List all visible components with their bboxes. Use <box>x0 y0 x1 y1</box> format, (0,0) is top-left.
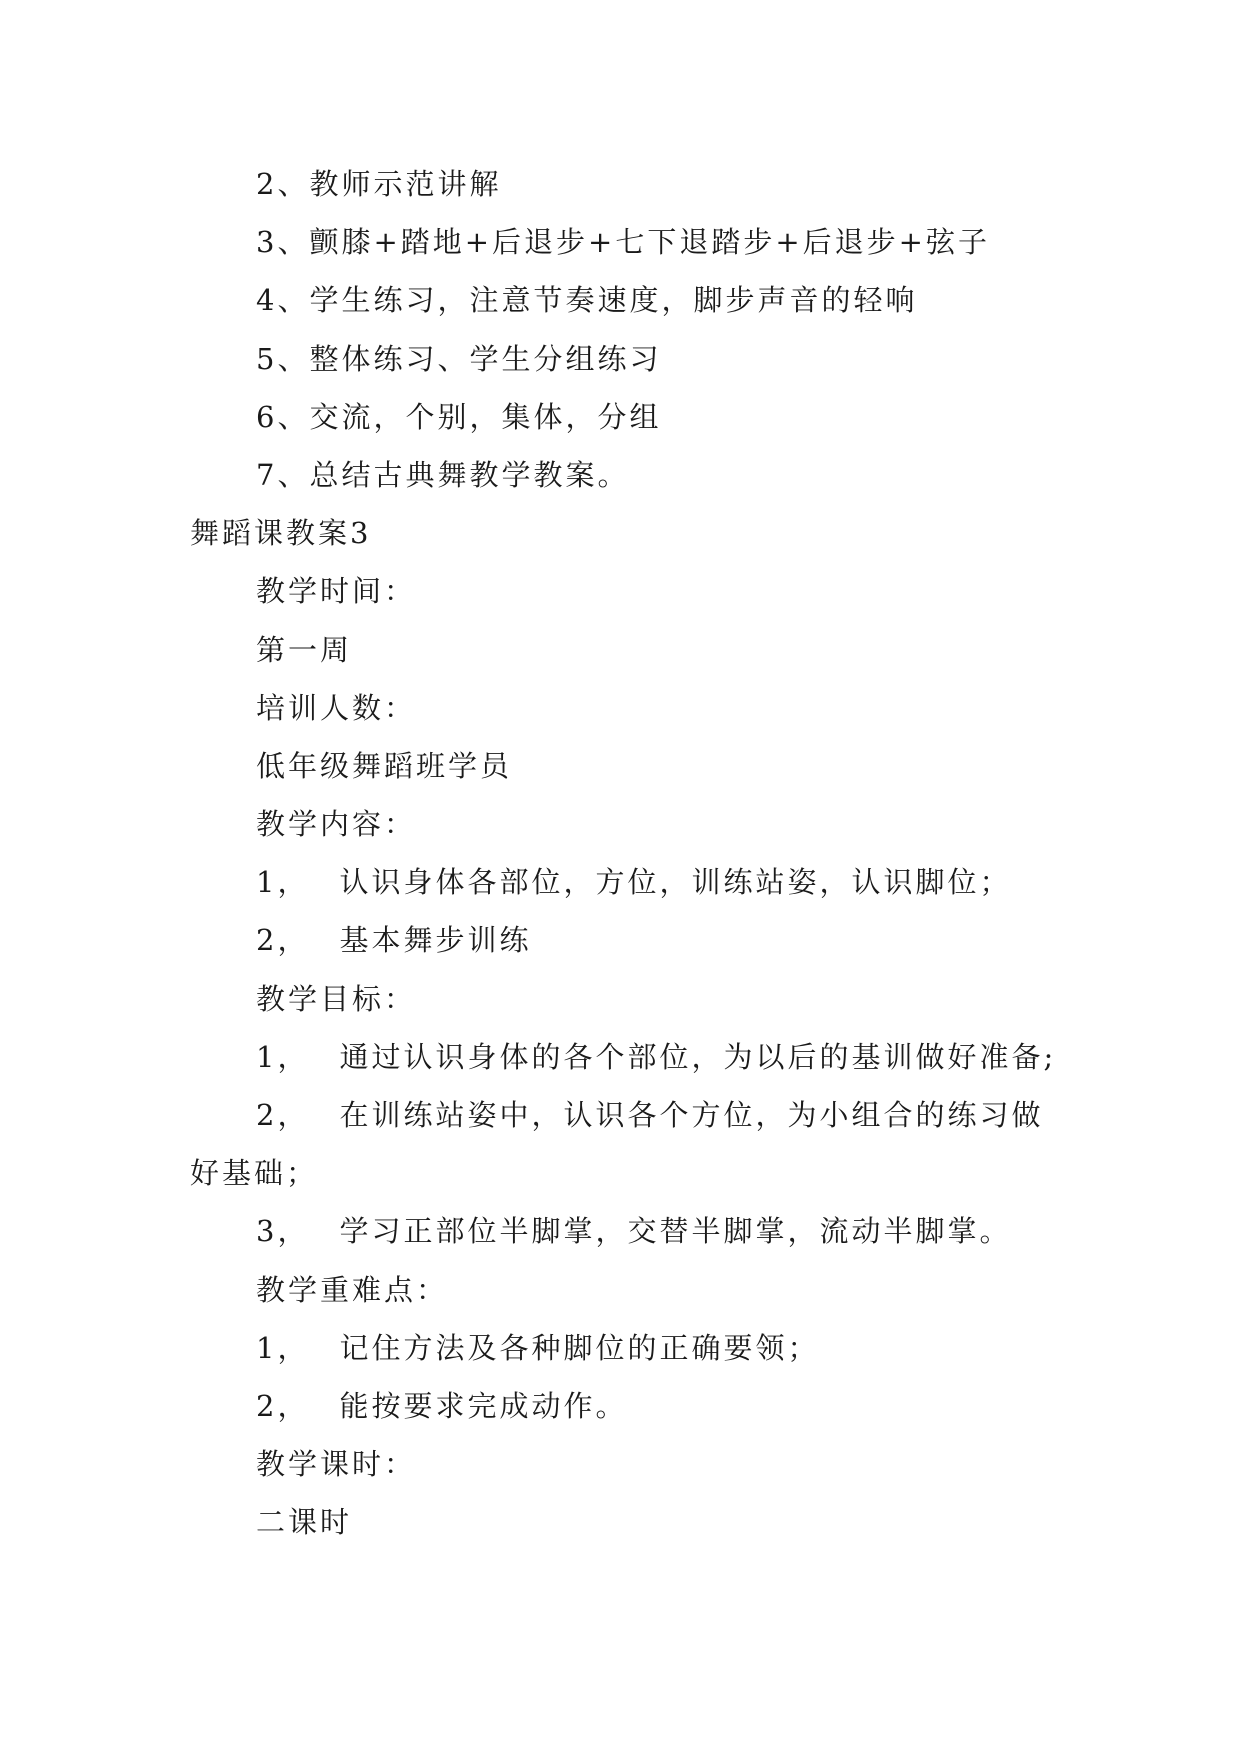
item-number: 2， <box>256 1388 310 1423</box>
item-text: 基本舞步训练 <box>339 923 532 958</box>
content-label: 教学内容： <box>256 807 417 842</box>
difficulty-label: 教学重难点： <box>256 1272 449 1307</box>
item-number: 2， <box>256 923 310 958</box>
item-number: 2， <box>256 1098 310 1132</box>
goal-item <box>190 1086 1060 1144</box>
step-line: 6、交流，个别，集体，分组 <box>256 399 662 434</box>
hours-label: 教学课时： <box>256 1447 417 1482</box>
goal-item <box>190 1202 1060 1260</box>
step-line: 7、总结古典舞教学教案。 <box>256 457 630 492</box>
item-number: 3， <box>256 1214 310 1249</box>
section-title: 舞蹈课教案3 <box>190 516 372 551</box>
difficulty-item <box>190 1377 1060 1435</box>
hours-value: 二课时 <box>256 1505 353 1540</box>
item-text: 在训练站姿中，认识各个方位，为小组合的练习做 <box>339 1098 1044 1132</box>
content-item <box>190 853 1060 911</box>
trainees-label: 培训人数： <box>256 690 417 725</box>
difficulty-item <box>190 1319 1060 1377</box>
teaching-time-label: 教学时间： <box>256 574 417 609</box>
goal-item <box>190 1028 1060 1086</box>
step-line: 2、教师示范讲解 <box>256 167 502 201</box>
item-number: 1， <box>256 865 310 900</box>
goals-label: 教学目标： <box>256 981 417 1016</box>
content-item <box>190 911 1060 969</box>
item-text: 学习正部位半脚掌，交替半脚掌，流动半脚掌。 <box>339 1214 1012 1249</box>
item-text: 记住方法及各种脚位的正确要领； <box>339 1330 820 1365</box>
step-line: 4、学生练习，注意节奏速度，脚步声音的轻响 <box>256 283 918 318</box>
teaching-time-value: 第一周 <box>256 632 353 667</box>
item-text: 能按要求完成动作。 <box>339 1388 628 1423</box>
item-text: 认识身体各部位，方位，训练站姿，认识脚位； <box>339 865 1012 900</box>
trainees-value: 低年级舞蹈班学员 <box>256 748 513 783</box>
item-number: 1， <box>256 1330 310 1365</box>
step-line: 5、整体练习、学生分组练习 <box>256 341 662 376</box>
document-body <box>190 155 1060 1552</box>
goal-item-continuation: 好基础； <box>190 1156 319 1191</box>
step-line: 3、颤膝+踏地+后退步+七下退踏步+后退步+弦子 <box>256 225 990 260</box>
item-number: 1， <box>256 1039 310 1074</box>
item-text: 通过认识身体的各个部位，为以后的基训做好准备; <box>339 1039 1057 1074</box>
